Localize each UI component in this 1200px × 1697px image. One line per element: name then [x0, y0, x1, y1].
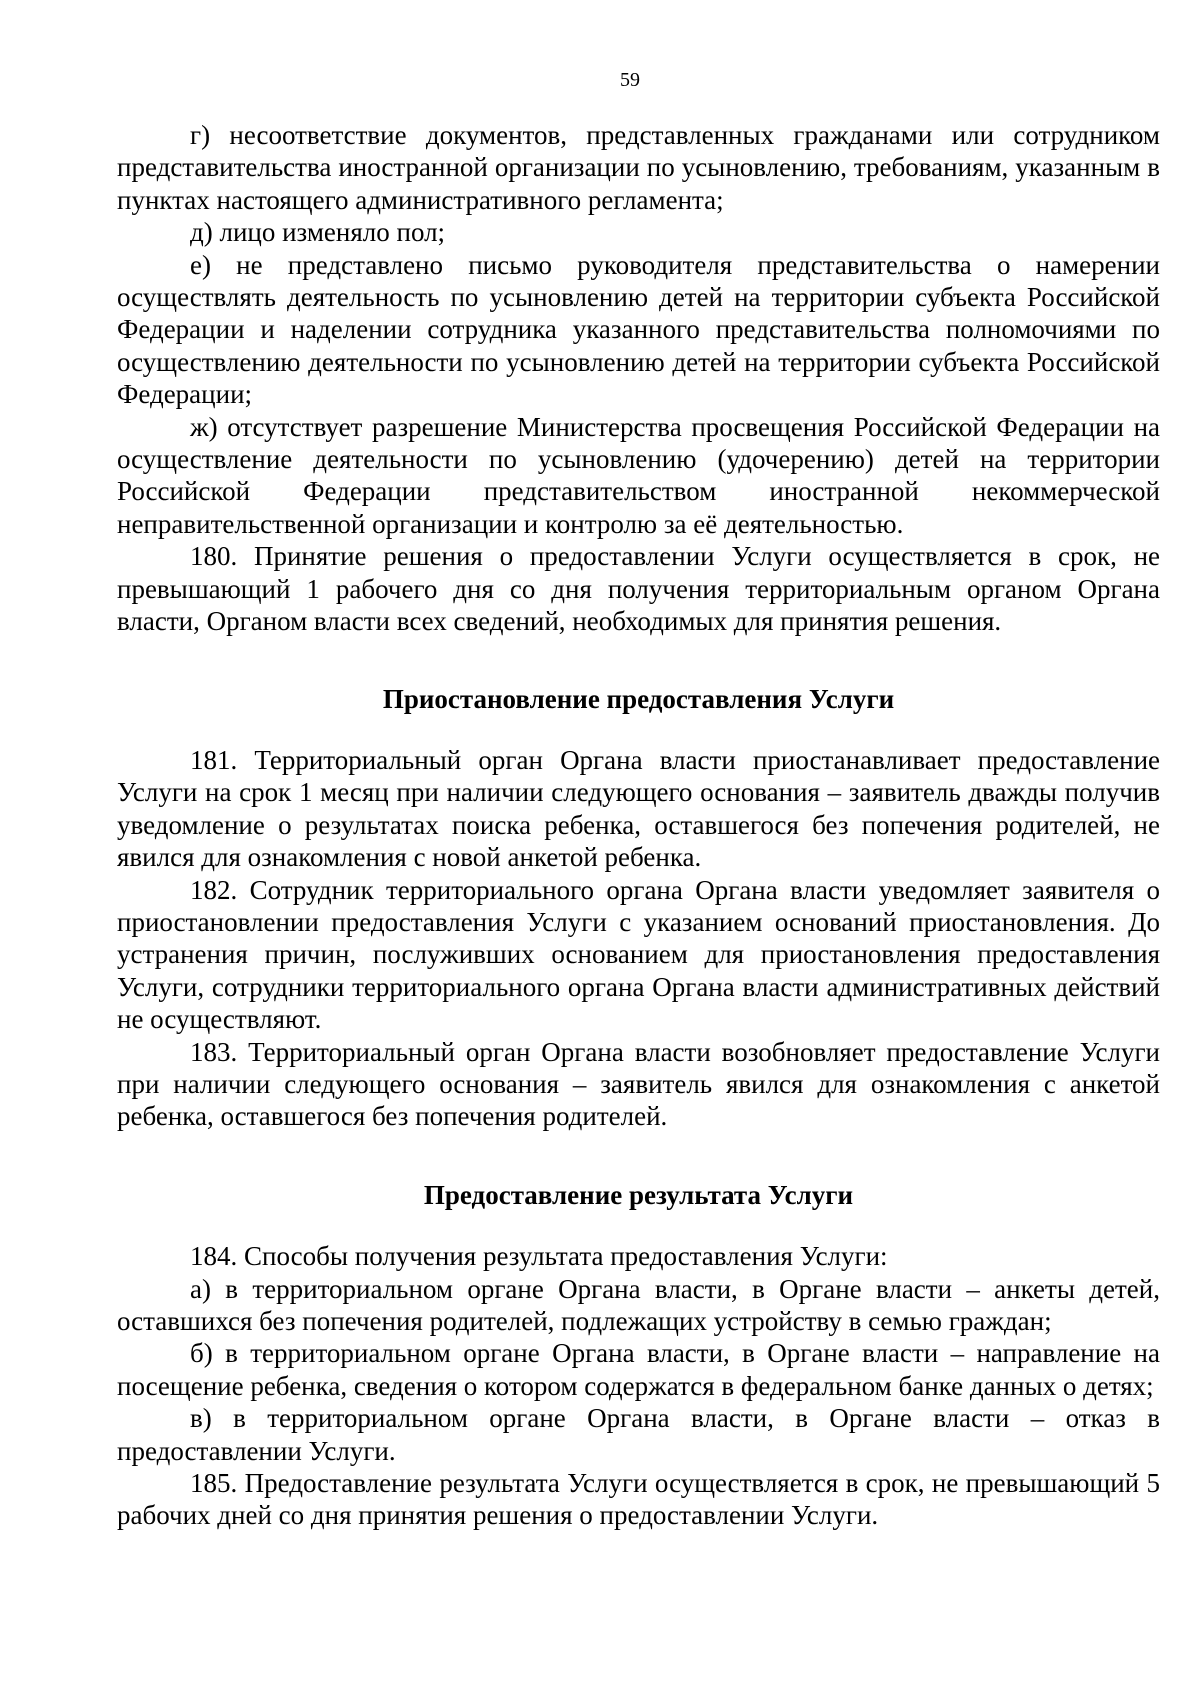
paragraph-183: 183. Территориальный орган Органа власти возобновляет предоставление Услуги при наличии следующего основания – заявитель явился для ознакомления с анкетой ребенка, оставшегося без попечения родителей.	[117, 1036, 1160, 1132]
paragraph-item-a: а) в территориальном органе Органа власти, в Органе власти – анкеты детей, оставшихся без попечения родителей, подлежащих устройству в семью граждан;	[117, 1273, 1160, 1336]
paragraph-item-e: е) не представлено письмо руководителя представительства о намерении осуществлять деятельность по усыновлению детей на территории субъекта Российской Федерации и наделении сотрудника указанного представительства полномочиями по осуществлению деятельности по усыновлению детей на территории субъекта Российской Федерации;	[117, 249, 1160, 410]
page-number: 59	[620, 69, 640, 91]
paragraph-185: 185. Предоставление результата Услуги осуществляется в срок, не превышающий 5 рабочих дней со дня принятия решения о предоставлении Услуги.	[117, 1468, 1160, 1531]
paragraph-item-g: г) несоответствие документов, представленных гражданами или сотрудником представительства иностранной организации по усыновлению, требованиям, указанным в пунктах настоящего административного регламента;	[117, 120, 1160, 215]
paragraph-184: 184. Способы получения результата предоставления Услуги:	[190, 1241, 888, 1272]
paragraph-item-b: б) в территориальном органе Органа власти, в Органе власти – направление на посещение ребенка, сведения о котором содержатся в федеральном банке данных о детях;	[117, 1338, 1160, 1401]
section-heading-suspension: Приостановление предоставления Услуги	[382, 683, 895, 714]
paragraph-item-d: д) лицо изменяло пол;	[190, 217, 446, 248]
document-body	[117, 119, 1160, 1532]
paragraph-item-v: в) в территориальном органе Органа власти, в Органе власти – отказ в предоставлении Услуги.	[117, 1403, 1160, 1466]
paragraph-181: 181. Территориальный орган Органа власти приостанавливает предоставление Услуги на срок 1 месяц при наличии следующего основания – заявитель дважды получив уведомление о результатах поиска ребенка, оставшегося без попечения родителей, не явился для ознакомления с новой анкетой ребенка.	[117, 744, 1160, 873]
paragraph-180: 180. Принятие решения о предоставлении Услуги осуществляется в срок, не превышающий 1 рабочего дня со дня получения территориальным органом Органа власти, Органом власти всех сведений, необходимых для принятия решения.	[117, 541, 1160, 637]
paragraph-182: 182. Сотрудник территориального органа Органа власти уведомляет заявителя о приостановлении предоставления Услуги с указанием оснований приостановления. До устранения причин, послуживших основанием для приостановления предоставления Услуги, сотрудники территориального органа Органа власти административных действий не осуществляют.	[117, 874, 1160, 1035]
paragraph-item-zh: ж) отсутствует разрешение Министерства просвещения Российской Федерации на осуществление деятельности по усыновлению (удочерению) детей на территории Российской Федерации представительством иностранной некоммерческой неправительственной организации и контролю за её деятельностью.	[117, 411, 1160, 539]
section-heading-result: Предоставление результата Услуги	[423, 1179, 854, 1210]
